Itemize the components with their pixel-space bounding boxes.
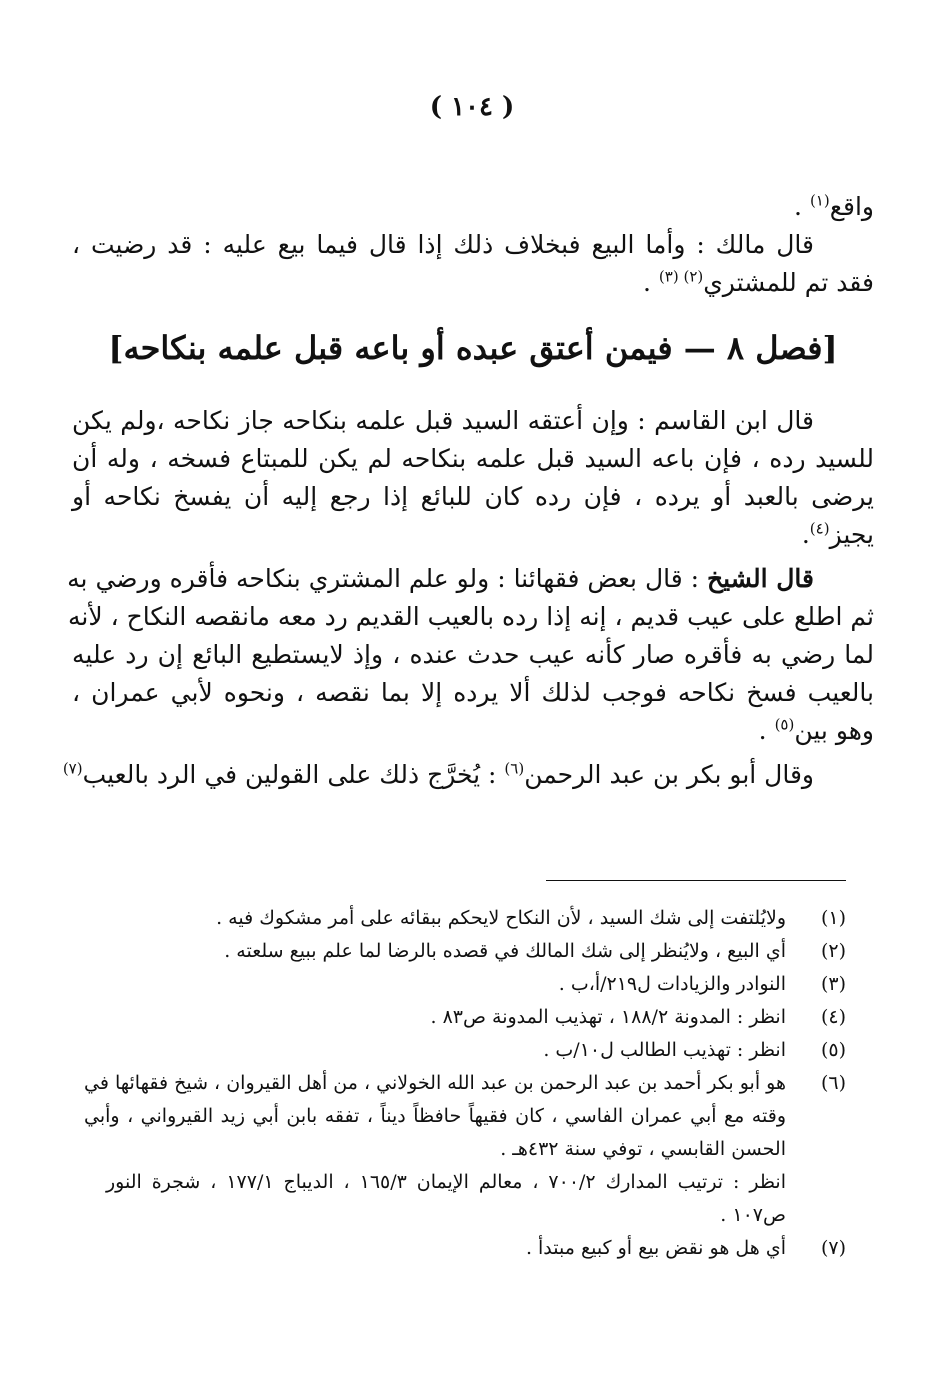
para2-line-3: لما رضي به فأقره صار كأنه عيب حدث عنده ، وإذ لايستطيع البائع إن رد عليه <box>72 640 874 669</box>
para2-line-5 <box>72 712 874 750</box>
intro-text: فقد تم للمشتري <box>703 268 874 297</box>
footnote-number: (٧) <box>820 1237 846 1259</box>
para1-line-2: للسيد رده ، فإن باعه السيد قبل علمه بنكاحه لم يكن للمبتاع فسخه ، وله أن <box>72 444 874 473</box>
footnote <box>106 1166 846 1232</box>
footnote <box>84 1067 846 1166</box>
footnote-text: أي هل هو نقض بيع أو كبيع مبتدأ . <box>525 1237 786 1259</box>
footnote-number <box>786 1166 846 1232</box>
para3-line-1 <box>62 756 874 794</box>
footnote-ref-7[interactable]: (٧) <box>62 759 83 778</box>
intro-line-3 <box>72 264 874 302</box>
para1-text: يجيز <box>829 520 874 549</box>
footnote-text: ولايُلتفت إلى شك السيد ، لأن النكاح لايحكم ببقائه على أمر مشكوك فيه . <box>216 907 786 929</box>
para2-line-4: بالعيب فسخ نكاحه فوجب لذلك ألا يرده إلا بما نقصه ، ونحوه لأبي عمران ، <box>72 678 874 707</box>
footnote-number: (٤) <box>820 1006 846 1028</box>
intro-line-1 <box>72 188 874 226</box>
footnote-ref-1[interactable]: (١) <box>809 191 830 210</box>
intro-text: واقع <box>829 192 874 221</box>
para2-line-2: ثم اطلع على عيب قديم ، إنه إذا رده بالعيب القديم رد معه مانقصه النكاح ، لأنه <box>68 602 874 631</box>
footnote-divider <box>546 880 846 881</box>
para2-text: وهو بين <box>794 716 874 745</box>
para1-line-1: قال ابن القاسم : وإن أعتقه السيد قبل علمه بنكاحه جاز نكاحه ،ولم يكن <box>72 406 814 435</box>
footnote-text: انظر : تهذيب الطالب ل١٠/ب . <box>543 1039 786 1061</box>
section-heading: [فصل ٨ — فيمن أعتق عبده أو باعه قبل علمه بنكاحه] <box>108 329 838 367</box>
footnote <box>106 902 846 935</box>
intro-punct: . <box>643 268 659 297</box>
footnote-number: (٢) <box>820 940 846 962</box>
footnote-ref-4[interactable]: (٤) <box>809 519 830 538</box>
footnote <box>106 1001 846 1034</box>
footnote-text: انظر : المدونة ١٨٨/٢ ، تهذيب المدونة ص٨٣ . <box>430 1006 786 1028</box>
para1-punct: . <box>801 520 810 549</box>
footnote-ref-5[interactable]: (٥) <box>774 715 795 734</box>
intro-line-2: قال مالك : وأما البيع فبخلاف ذلك إذا قال فيما بيع عليه : قد رضيت ، <box>72 230 814 259</box>
para2-line-1 <box>67 560 874 598</box>
footnote-text: انظر : ترتيب المدارك ٧٠٠/٢ ، معالم الإيمان ١٦٥/٣ ، الديباج ١٧٧/١ ، شجرة النور <box>106 1171 786 1193</box>
intro-punct: . <box>794 192 810 221</box>
para1-line-4 <box>72 516 874 554</box>
para2-punct: . <box>758 716 775 745</box>
footnote <box>106 1034 846 1067</box>
footnote-number: (١) <box>820 907 846 929</box>
footnote <box>106 968 846 1001</box>
para2-text: : قال بعض فقهائنا : ولو علم المشتري بنكاحه فأقره ورضي به <box>67 564 708 593</box>
footnote-text: وقته مع أبي عمران الفاسي ، كان فقيهاً حافظاً ديناً ، تفقه بابن أبي زيد القيرواني ، وأبي <box>84 1105 786 1127</box>
para1-line-3: يرضى بالعبد أو يرده ، فإن رده كان للبائع إذا رجع إليه أن يفسخ نكاحه أو <box>72 482 874 511</box>
footnote-text: هو أبو بكر أحمد بن عبد الرحمن بن عبد الله الخولاني ، من أهل القيروان ، شيخ فقهائها في <box>84 1072 786 1094</box>
footnote-text: النوادر والزيادات ل٢١٩/أ،ب . <box>558 973 786 995</box>
footnote-text: ص١٠٧ . <box>720 1204 786 1226</box>
footnotes <box>84 902 846 1265</box>
footnote-text: أي البيع ، ولايُنظر إلى شك المالك في قصده بالرضا لما علم ببيع سلعته . <box>224 940 786 962</box>
footnote-ref-2-3[interactable]: (٢) (٣) <box>658 267 704 286</box>
footnote-ref-6[interactable]: (٦) <box>504 759 525 778</box>
footnote <box>106 935 846 968</box>
para3-text: : يُخرَّج ذلك على القولين في الرد بالعيب <box>82 760 505 789</box>
main-text <box>62 188 874 794</box>
footnote <box>106 1232 846 1265</box>
footnote-number: (٣) <box>820 973 846 995</box>
footnote-number: (٦) <box>820 1072 846 1094</box>
footnote-number: (٥) <box>820 1039 846 1061</box>
para2-lead: قال الشيخ <box>707 564 814 593</box>
para3-text: وقال أبو بكر بن عبد الرحمن <box>524 760 814 789</box>
page-number: ( ١٠٤ ) <box>429 92 515 122</box>
footnote-text: الحسن القابسي ، توفي سنة ٤٣٢هـ . <box>500 1138 786 1160</box>
